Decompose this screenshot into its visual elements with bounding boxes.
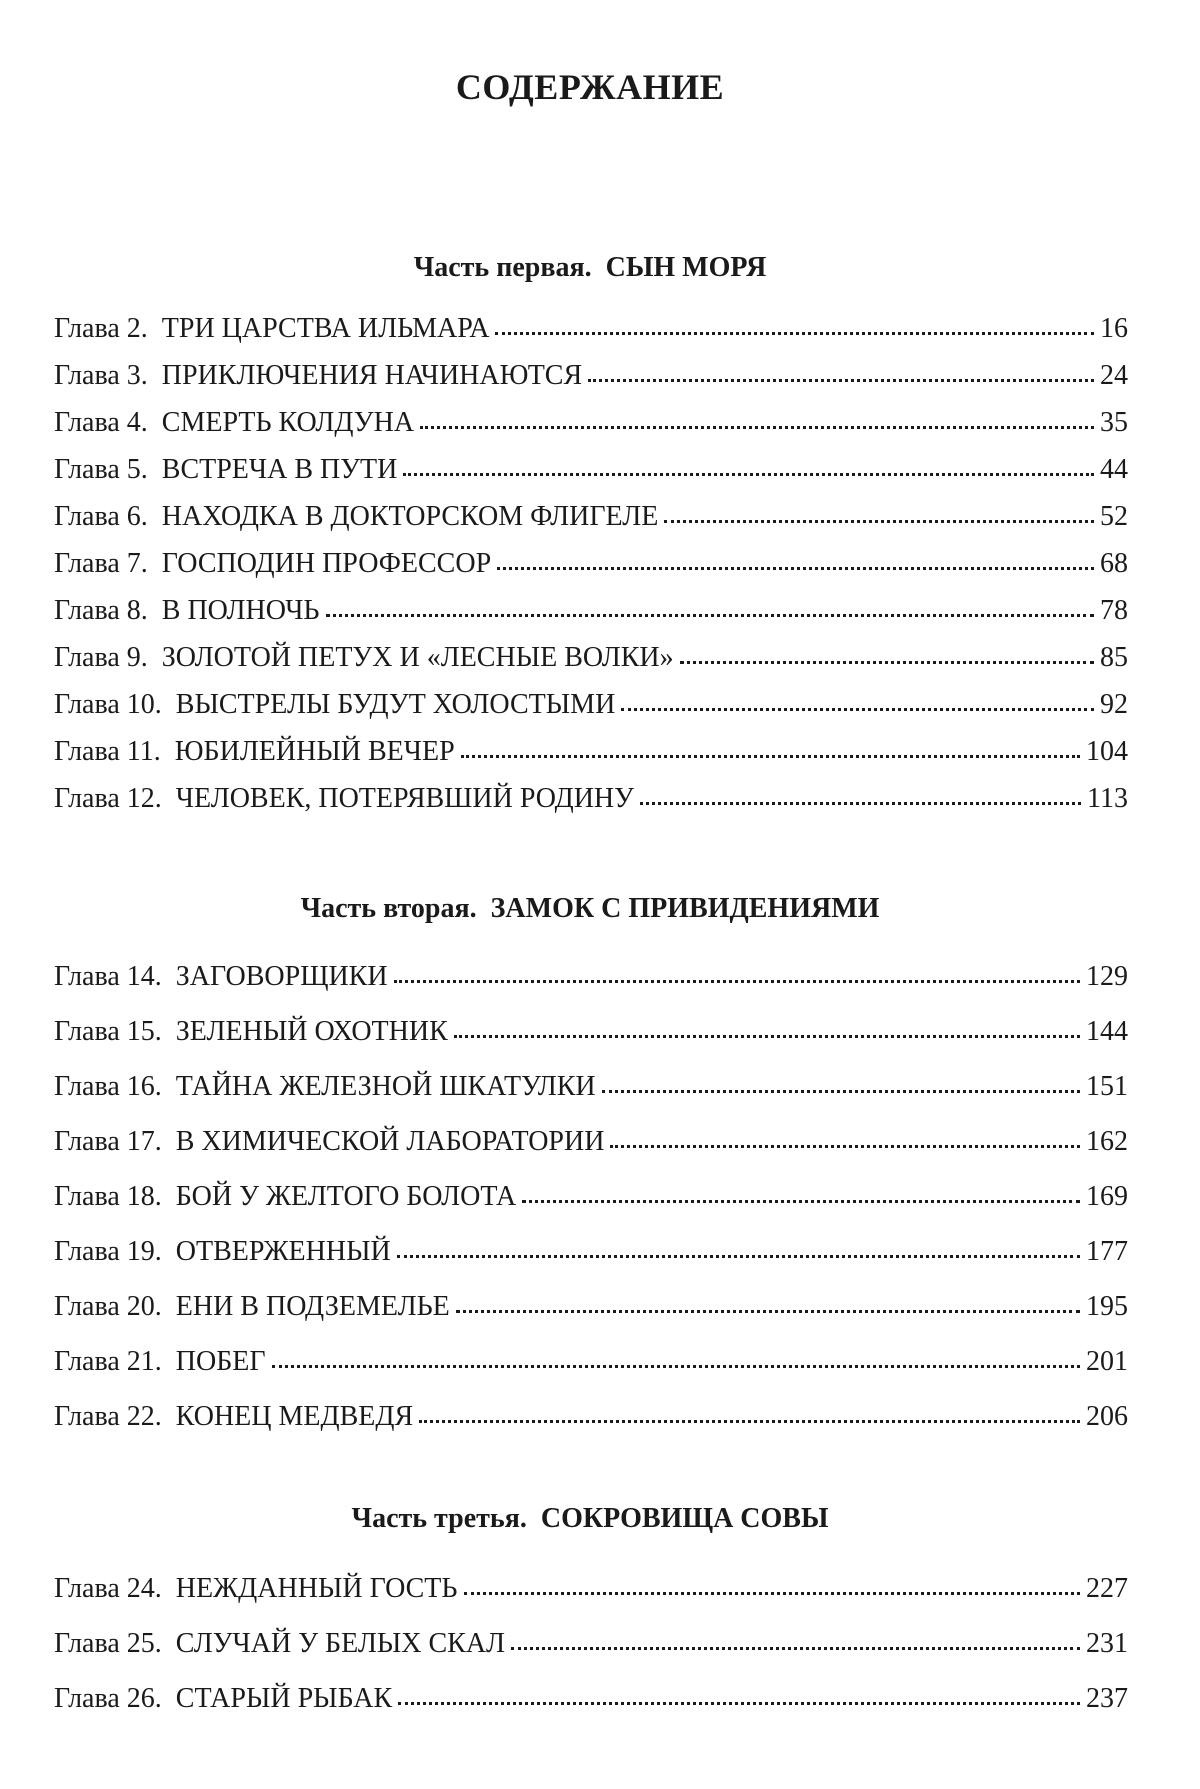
chapter-number: Глава 11. xyxy=(54,736,161,767)
chapter-title: В ХИМИЧЕСКОЙ ЛАБОРАТОРИИ xyxy=(175,1126,605,1157)
chapter-title: НАХОДКА В ДОКТОРСКОМ ФЛИГЕЛЕ xyxy=(161,501,659,532)
page-number: 35 xyxy=(1100,407,1128,438)
chapter-number: Глава 3. xyxy=(54,360,148,391)
chapter-number: Глава 21. xyxy=(54,1346,162,1377)
dot-leader xyxy=(621,707,1094,711)
chapter-title: ВСТРЕЧА В ПУТИ xyxy=(161,454,398,485)
dot-leader xyxy=(456,1309,1080,1313)
part-name: СЫН МОРЯ xyxy=(605,252,767,283)
dot-leader xyxy=(397,1254,1080,1258)
toc-entry xyxy=(54,454,1128,501)
chapter-number: Глава 14. xyxy=(54,961,162,992)
chapter-number: Глава 22. xyxy=(54,1401,162,1432)
toc-entry xyxy=(54,1401,1128,1456)
dot-leader xyxy=(664,519,1094,523)
dot-leader xyxy=(602,1089,1080,1093)
page-number: 177 xyxy=(1086,1236,1128,1267)
page-number: 44 xyxy=(1100,454,1128,485)
toc-entry xyxy=(54,360,1128,407)
chapter-number: Глава 20. xyxy=(54,1291,162,1322)
chapter-number: Глава 7. xyxy=(54,548,148,579)
chapter-title: ЗАГОВОРЩИКИ xyxy=(175,961,388,992)
chapter-title: БОЙ У ЖЕЛТОГО БОЛОТА xyxy=(175,1181,517,1212)
chapter-title: ТАЙНА ЖЕЛЕЗНОЙ ШКАТУЛКИ xyxy=(175,1071,596,1102)
page-number: 104 xyxy=(1086,736,1128,767)
chapter-title: ОТВЕРЖЕННЫЙ xyxy=(175,1236,391,1267)
chapter-title: ТРИ ЦАРСТВА ИЛЬМАРА xyxy=(161,313,490,344)
chapter-title: ВЫСТРЕЛЫ БУДУТ ХОЛОСТЫМИ xyxy=(175,689,616,720)
toc-entry xyxy=(54,689,1128,736)
chapter-number: Глава 4. xyxy=(54,407,148,438)
chapter-number: Глава 12. xyxy=(54,783,162,814)
toc-entry xyxy=(54,1181,1128,1236)
page-number: 24 xyxy=(1100,360,1128,391)
chapter-number: Глава 26. xyxy=(54,1683,162,1714)
toc-entry xyxy=(54,407,1128,454)
dot-leader xyxy=(394,979,1080,983)
toc-entry xyxy=(54,1573,1128,1628)
chapter-number: Глава 10. xyxy=(54,689,162,720)
chapter-number: Глава 25. xyxy=(54,1628,162,1659)
page-number: 151 xyxy=(1086,1071,1128,1102)
part-heading xyxy=(0,1503,1180,1535)
chapter-number: Глава 18. xyxy=(54,1181,162,1212)
toc-entry xyxy=(54,642,1128,689)
page-number: 206 xyxy=(1086,1401,1128,1432)
page-number: 85 xyxy=(1100,642,1128,673)
part-name: ЗАМОК С ПРИВИДЕНИЯМИ xyxy=(490,893,880,924)
dot-leader xyxy=(398,1701,1080,1705)
chapter-title: ЗЕЛЕНЫЙ ОХОТНИК xyxy=(175,1016,448,1047)
page-number: 144 xyxy=(1086,1016,1128,1047)
part-label: Часть вторая. xyxy=(300,893,477,924)
chapter-title: ЮБИЛЕЙНЫЙ ВЕЧЕР xyxy=(174,736,455,767)
dot-leader xyxy=(497,566,1094,570)
toc-entry xyxy=(54,595,1128,642)
toc-entry xyxy=(54,783,1128,830)
dot-leader xyxy=(680,660,1094,664)
dot-leader xyxy=(420,425,1094,429)
dot-leader xyxy=(326,613,1095,617)
part-label: Часть первая. xyxy=(413,252,592,283)
chapter-number: Глава 15. xyxy=(54,1016,162,1047)
toc-entry xyxy=(54,1071,1128,1126)
chapter-number: Глава 24. xyxy=(54,1573,162,1604)
chapter-number: Глава 19. xyxy=(54,1236,162,1267)
chapter-number: Глава 6. xyxy=(54,501,148,532)
dot-leader xyxy=(522,1199,1080,1203)
page-number: 68 xyxy=(1100,548,1128,579)
toc-entry xyxy=(54,736,1128,783)
page-number: 237 xyxy=(1086,1683,1128,1714)
toc-entry xyxy=(54,1346,1128,1401)
page-number: 162 xyxy=(1086,1126,1128,1157)
chapter-title: В ПОЛНОЧЬ xyxy=(161,595,320,626)
toc-entry xyxy=(54,1683,1128,1738)
page-number: 113 xyxy=(1087,783,1128,814)
part-name: СОКРОВИЩА СОВЫ xyxy=(540,1503,829,1534)
chapter-title: СЛУЧАЙ У БЕЛЫХ СКАЛ xyxy=(175,1628,506,1659)
page-number: 78 xyxy=(1100,595,1128,626)
toc-entry xyxy=(54,1628,1128,1683)
page-title: СОДЕРЖАНИЕ xyxy=(455,67,725,107)
toc-list-part-3 xyxy=(54,1573,1128,1738)
dot-leader xyxy=(454,1034,1080,1038)
chapter-title: ПОБЕГ xyxy=(175,1346,266,1377)
toc-entry xyxy=(54,1291,1128,1346)
chapter-number: Глава 16. xyxy=(54,1071,162,1102)
chapter-title: ЕНИ В ПОДЗЕМЕЛЬЕ xyxy=(175,1291,450,1322)
page-number: 92 xyxy=(1100,689,1128,720)
dot-leader xyxy=(495,331,1094,335)
page-number: 169 xyxy=(1086,1181,1128,1212)
chapter-title: НЕЖДАННЫЙ ГОСТЬ xyxy=(175,1573,458,1604)
page-number: 195 xyxy=(1086,1291,1128,1322)
page-number: 16 xyxy=(1100,313,1128,344)
toc-list-part-1 xyxy=(54,313,1128,830)
page-number: 227 xyxy=(1086,1573,1128,1604)
page-number: 231 xyxy=(1086,1628,1128,1659)
part-heading xyxy=(0,893,1180,925)
toc-entry xyxy=(54,1236,1128,1291)
page-number: 201 xyxy=(1086,1346,1128,1377)
part-heading xyxy=(0,252,1180,284)
toc-entry xyxy=(54,313,1128,360)
chapter-title: СМЕРТЬ КОЛДУНА xyxy=(161,407,415,438)
chapter-number: Глава 9. xyxy=(54,642,148,673)
page-number: 129 xyxy=(1086,961,1128,992)
chapter-number: Глава 5. xyxy=(54,454,148,485)
dot-leader xyxy=(461,754,1080,758)
dot-leader xyxy=(272,1364,1080,1368)
toc-entry xyxy=(54,1126,1128,1181)
toc-entry xyxy=(54,548,1128,595)
chapter-number: Глава 8. xyxy=(54,595,148,626)
page-number: 52 xyxy=(1100,501,1128,532)
chapter-title: ЧЕЛОВЕК, ПОТЕРЯВШИЙ РОДИНУ xyxy=(175,783,634,814)
chapter-title: СТАРЫЙ РЫБАК xyxy=(175,1683,393,1714)
dot-leader xyxy=(403,472,1094,476)
chapter-title: ПРИКЛЮЧЕНИЯ НАЧИНАЮТСЯ xyxy=(161,360,583,391)
dot-leader xyxy=(640,801,1081,805)
dot-leader xyxy=(610,1144,1080,1148)
toc-entry xyxy=(54,1016,1128,1071)
dot-leader xyxy=(588,378,1094,382)
chapter-number: Глава 2. xyxy=(54,313,148,344)
chapter-number: Глава 17. xyxy=(54,1126,162,1157)
toc-list-part-2 xyxy=(54,961,1128,1456)
chapter-title: ГОСПОДИН ПРОФЕССОР xyxy=(161,548,492,579)
part-label: Часть третья. xyxy=(351,1503,527,1534)
dot-leader xyxy=(419,1419,1080,1423)
chapter-title: ЗОЛОТОЙ ПЕТУХ И «ЛЕСНЫЕ ВОЛКИ» xyxy=(161,642,674,673)
dot-leader xyxy=(464,1591,1081,1595)
dot-leader xyxy=(511,1646,1080,1650)
toc-entry xyxy=(54,961,1128,1016)
toc-entry xyxy=(54,501,1128,548)
chapter-title: КОНЕЦ МЕДВЕДЯ xyxy=(175,1401,414,1432)
